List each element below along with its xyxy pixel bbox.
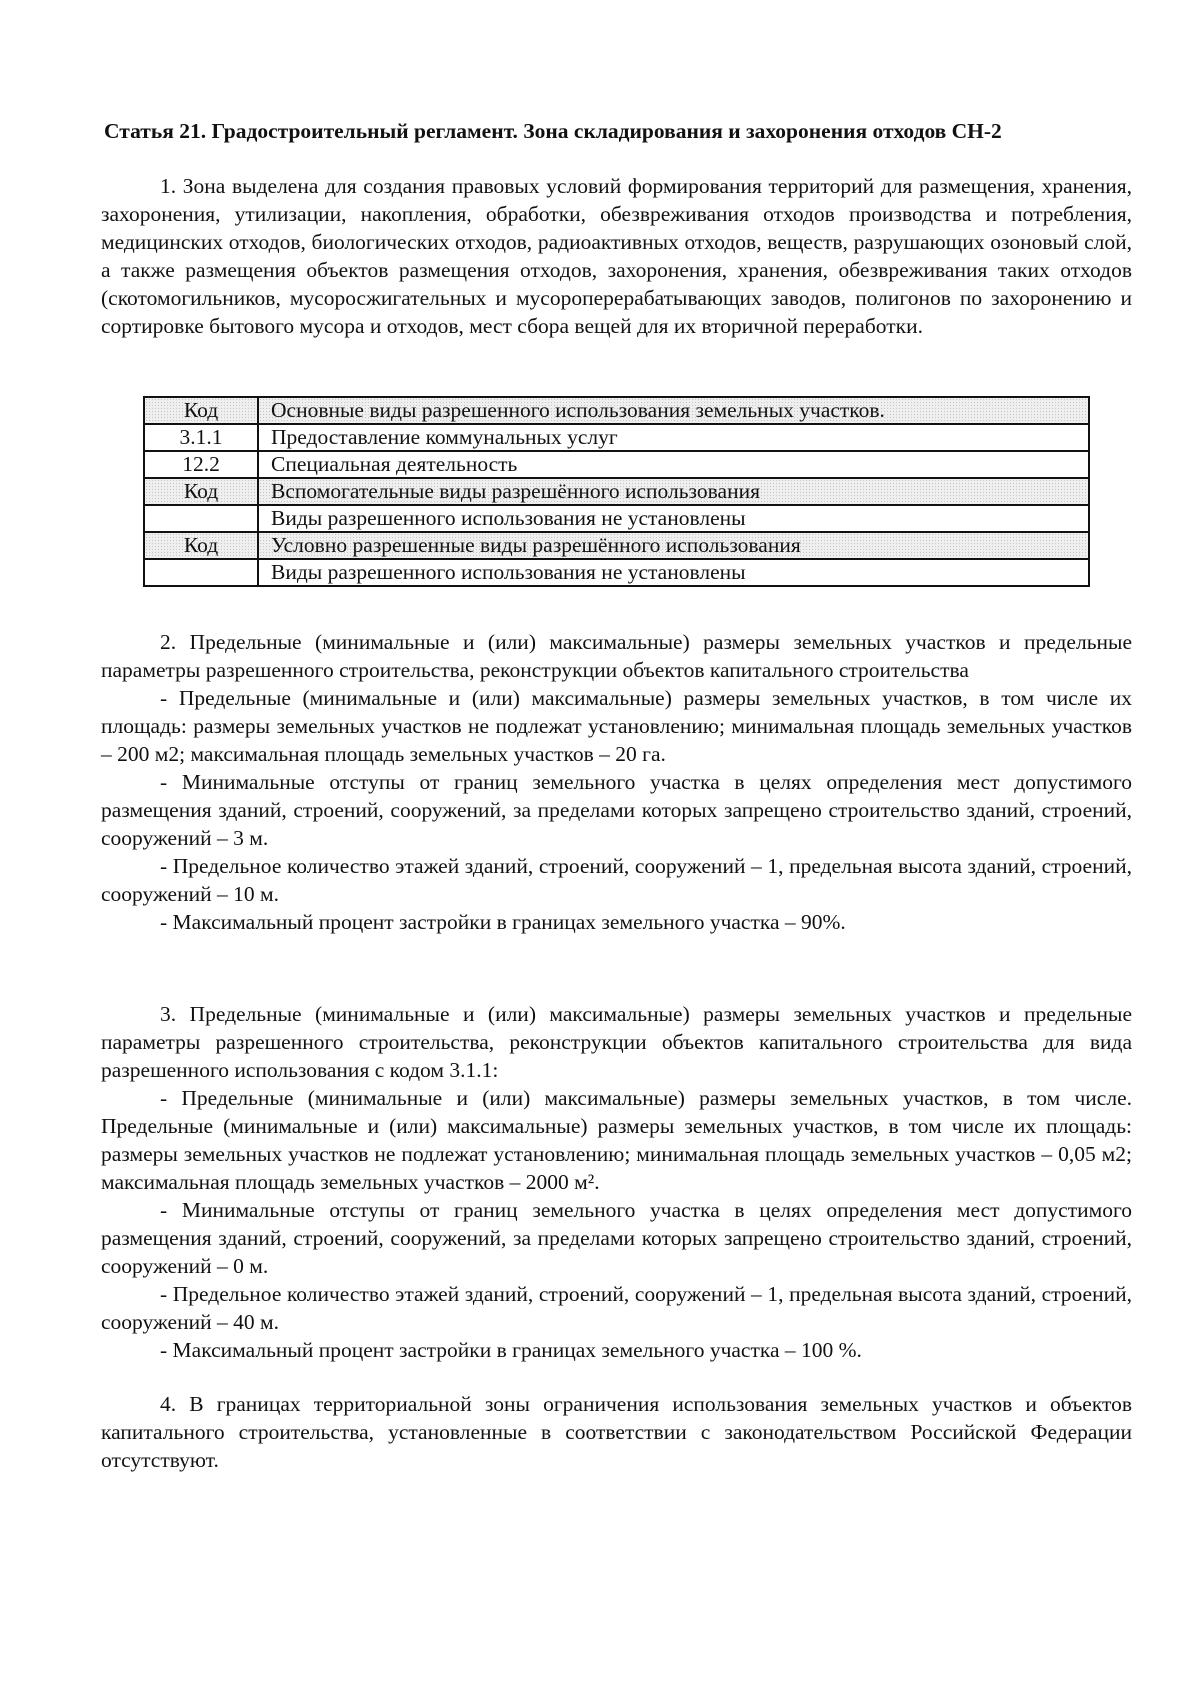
table-code-cell [144,505,258,532]
table-description-cell: Основные виды разрешенного использования земельных участков. [258,397,1089,424]
table-description-cell: Виды разрешенного использования не установлены [258,505,1089,532]
table-code-cell [144,559,258,586]
table-code-cell: Код [144,397,258,424]
table-row [144,424,1089,451]
table-code-cell: Код [144,532,258,559]
section-4 [101,1390,1132,1474]
permitted-uses-table [143,396,1090,587]
table-row [144,397,1089,424]
section-3-item: - Максимальный процент застройки в границах земельного участка – 100 %. [160,1338,862,1362]
table-row [144,559,1089,586]
table-description-cell: Предоставление коммунальных услуг [258,424,1089,451]
section-3-item: - Предельные (минимальные и (или) максимальные) размеры земельных участков, в том числе. Предельные (минимальные и (или) максимальные) размеры земельных участков, в том числе их площадь: размеры земельных участков не подлежат установлению; минимальная площадь земельных участков – 0,05 м2; максимальная площадь земельных участков – 2000 м². [101,1086,1132,1194]
section-2 [101,628,1132,936]
section-4-text: 4. В границах территориальной зоны ограничения использования земельных участков и объектов капитального строительства, установленные в соответствии с законодательством Российской Федерации отсутствуют. [101,1392,1132,1472]
section-1 [101,172,1132,340]
table-code-cell: 12.2 [144,451,258,478]
section-2-item: - Предельное количество этажей зданий, строений, сооружений – 1, предельная высота зданий, строений, сооружений – 10 м. [101,854,1132,906]
section-2-item: - Предельные (минимальные и (или) максимальные) размеры земельных участков, в том числе их площадь: размеры земельных участков не подлежат установлению; минимальная площадь земельных участков – 200 м2; максимальная площадь земельных участков – 20 га. [101,686,1132,766]
table-description-cell: Виды разрешенного использования не установлены [258,559,1089,586]
table-code-cell: Код [144,478,258,505]
section-3-item: - Предельное количество этажей зданий, строений, сооружений – 1, предельная высота зданий, строений, сооружений – 40 м. [101,1282,1132,1334]
section-3-intro: 3. Предельные (минимальные и (или) максимальные) размеры земельных участков и предельные параметры разрешенного строительства, реконструкции объектов капитального строительства для вида разрешенного использования с кодом 3.1.1: [101,1002,1132,1082]
section-3-item: - Минимальные отступы от границ земельного участка в целях определения мест допустимого размещения зданий, строений, сооружений, за пределами которых запрещено строительство зданий, строений, сооружений – 0 м. [101,1198,1132,1278]
table-description-cell: Условно разрешенные виды разрешённого использования [258,532,1089,559]
article-title: Статья 21. Градостроительный регламент. Зона складирования и захоронения отходов СН-2 [104,119,1002,143]
table-row [144,505,1089,532]
table-row [144,532,1089,559]
table-row [144,451,1089,478]
table-row [144,478,1089,505]
section-2-item: - Максимальный процент застройки в границах земельного участка – 90%. [160,910,846,934]
section-1-text: 1. Зона выделена для создания правовых условий формирования территорий для размещения, хранения, захоронения, утилизации, накопления, обработки, обезвреживания отходов производства и потребления, медицинских отходов, биологических отходов, радиоактивных отходов, веществ, разрушающих озоновый слой, а также размещения объектов размещения отходов, захоронения, хранения, обезвреживания таких отходов (скотомогильников, мусоросжигательных и мусороперерабатывающих заводов, полигонов по захоронению и сортировке бытового мусора и отходов, мест сбора вещей для их вторичной переработки. [101,174,1132,338]
section-2-item: - Минимальные отступы от границ земельного участка в целях определения мест допустимого размещения зданий, строений, сооружений, за пределами которых запрещено строительство зданий, строений, сооружений – 3 м. [101,770,1132,850]
section-3 [101,1000,1132,1364]
section-2-intro: 2. Предельные (минимальные и (или) максимальные) размеры земельных участков и предельные параметры разрешенного строительства, реконструкции объектов капитального строительства [101,630,1132,682]
table-code-cell: 3.1.1 [144,424,258,451]
table-description-cell: Вспомогательные виды разрешённого использования [258,478,1089,505]
table-description-cell: Специальная деятельность [258,451,1089,478]
